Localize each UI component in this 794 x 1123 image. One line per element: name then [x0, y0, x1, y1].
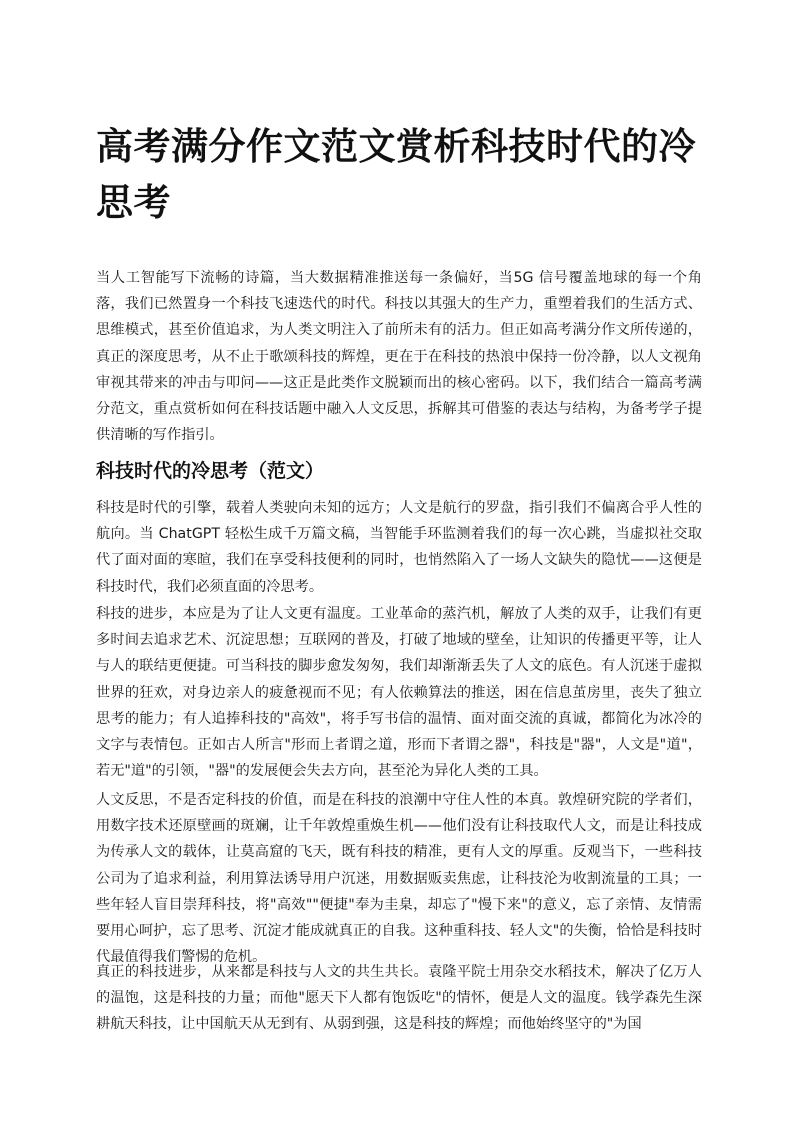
section-heading: 科技时代的冷思考（范文）: [96, 460, 325, 482]
intro-paragraph: 当人工智能写下流畅的诗篇，当大数据精准推送每一条偏好，当5G 信号覆盖地球的每一个角落，我们已然置身一个科技飞速迭代的时代。科技以其强大的生产力，重塑着我们的生活方式、思维模式，甚至价值追求，为人类文明注入了前所未有的活力。但正如高考满分作文所传递的，真正的深度思考，从不止于歌颂科技的辉煌，更在于在科技的热浪中保持一份冷静，以人文视角审视其带来的冲击与叩问——这正是此类作文脱颖而出的核心密码。以下，我们结合一篇高考满分范文，重点赏析如何在科技话题中融入人文反思，拆解其可借鉴的表达与结构，为备考学子提供清晰的写作指引。: [96, 270, 702, 444]
body-paragraph-3: 人文反思，不是否定科技的价值，而是在科技的浪潮中守住人性的本真。敦煌研究院的学者们，用数字技术还原壁画的斑斓，让千年敦煌重焕生机——他们没有让科技取代人文，而是让科技成为传承人文的载体，让莫高窟的飞天，既有科技的精准，更有人文的厚重。反观当下，一些科技公司为了追求利益，利用算法诱导用户沉迷，用数据贩卖焦虑，让科技沦为收割流量的工具；一些年轻人盲目崇拜科技，将"高效""便捷"奉为圭臬，却忘了"慢下来"的意义，忘了亲情、友情需要用心呵护，忘了思考、沉淀才能成就真正的自我。这种重科技、轻人文"的失衡，恰恰是科技时代最值得我们警惕的危机。: [96, 792, 702, 966]
document-title: 高考满分作文范文赏析科技时代的冷思考: [96, 125, 696, 224]
body-paragraph-2: 科技的进步，本应是为了让人文更有温度。工业革命的蒸汽机，解放了人类的双手，让我们有更多时间去追求艺术、沉淀思想；互联网的普及，打破了地域的壁垒，让知识的传播更平等，让人与人的联结更便捷。可当科技的脚步愈发匆匆，我们却渐渐丢失了人文的底色。有人沉迷于虚拟世界的狂欢，对身边亲人的疲惫视而不见；有人依赖算法的推送，困在信息茧房里，丧失了独立思考的能力；有人追捧科技的"高效"，将手写书信的温情、面对面交流的真诚，都简化为冰冷的文字与表情包。正如古人所言"形而上者谓之道，形而下者谓之器"，科技是"器"，人文是"道"，若无"道"的引领，"器"的发展便会失去方向，甚至沦为异化人类的工具。: [96, 606, 702, 780]
body-paragraph-1: 科技是时代的引擎，载着人类驶向未知的远方；人文是航行的罗盘，指引我们不偏离合乎人性的航向。当 ChatGPT 轻松生成千万篇文稿，当智能手环监测着我们的每一次心跳，当虚拟社交取代了面对面的寒暄，我们在享受科技便利的同时，也悄然陷入了一场人文缺失的隐忧——这便是科技时代，我们必须直面的冷思考。: [96, 500, 702, 595]
body-paragraph-4: 真正的科技进步，从来都是科技与人文的共生共长。袁隆平院士用杂交水稻技术，解决了亿万人的温饱，这是科技的力量；而他"愿天下人都有饱饭吃"的情怀，便是人文的温度。钱学森先生深耕航天科技，让中国航天从无到有、从弱到强，这是科技的辉煌；而他始终坚守的"为国: [96, 964, 702, 1033]
